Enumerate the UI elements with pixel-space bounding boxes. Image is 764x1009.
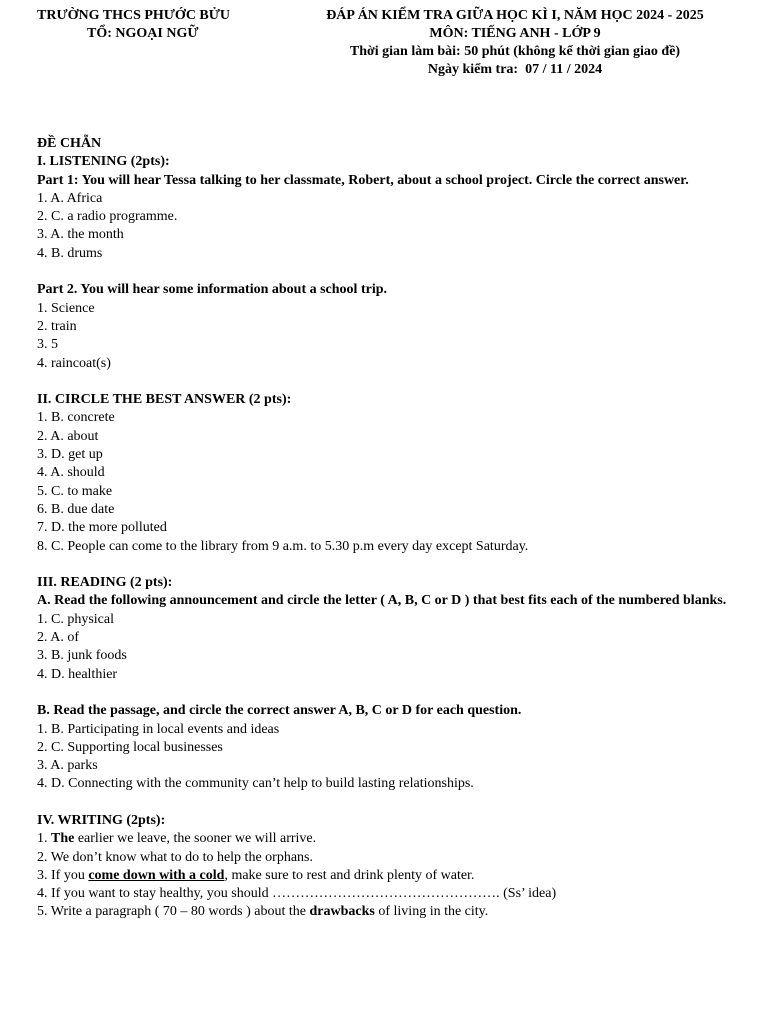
- exam-duration: Thời gian làm bài: 50 phút (không kể thời gian giao đề): [349, 44, 681, 59]
- listening-part2-answer: 2. train: [37, 318, 77, 334]
- circle-answer: 6. B. due date: [37, 501, 115, 517]
- exam-subject: MÔN: TIẾNG ANH - LỚP 9: [429, 26, 601, 41]
- listening-part1-instruction: Part 1: You will hear Tessa talking to her classmate, Robert, about a school project. Circle the correct answer.: [37, 172, 689, 188]
- listening-part2-instruction: Part 2. You will hear some information about a school trip.: [37, 282, 387, 298]
- circle-answer: 8. C. People can come to the library from 9 a.m. to 5.30 p.m every day except Saturday.: [37, 538, 529, 554]
- writing-answer-2: 2. We don’t know what to do to help the orphans.: [37, 849, 313, 865]
- reading-partB-instruction: B. Read the passage, and circle the correct answer A, B, C or D for each question.: [37, 703, 522, 719]
- writing-answer-5: [37, 903, 737, 921]
- listening-heading: I. LISTENING (2pts):: [37, 154, 170, 170]
- writing-q3-suffix: , make sure to rest and drink plenty of water.: [224, 867, 475, 883]
- reading-partB-answer: 3. A. parks: [37, 758, 98, 774]
- exam-header: [293, 7, 737, 79]
- exam-title: ĐÁP ÁN KIỂM TRA GIỮA HỌC KÌ I, NĂM HỌC 2024 - 2025: [326, 8, 704, 23]
- listening-part1-answer: 1. A. Africa: [37, 190, 103, 206]
- school-header: [37, 7, 267, 43]
- circle-answer: 3. D. get up: [37, 447, 103, 463]
- writing-q1-text: earlier we leave, the sooner we will arrive.: [74, 831, 317, 847]
- writing-q3-keyword: come down with a cold: [88, 867, 225, 883]
- exam-code: ĐỀ CHẴN: [37, 136, 102, 151]
- exam-date: [293, 61, 737, 79]
- spacer: [37, 263, 737, 281]
- exam-date-value: 07 / 11 / 2024: [525, 62, 603, 77]
- listening-part1-answer: 2. C. a radio programme.: [37, 209, 178, 225]
- department-name: TỔ: NGOẠI NGỮ: [87, 26, 199, 41]
- writing-answer-4: 4. If you want to stay healthy, you should …………………………………………. (Ss’ idea): [37, 886, 557, 902]
- reading-partA-answer: 3. B. junk foods: [37, 648, 127, 664]
- spacer: [37, 556, 737, 574]
- reading-partA-answer: 1. C. physical: [37, 611, 114, 627]
- writing-q3-prefix: 3. If you: [37, 867, 89, 883]
- listening-part2-answer: 1. Science: [37, 300, 95, 316]
- spacer: [37, 684, 737, 702]
- reading-partA-instruction: A. Read the following announcement and circle the letter ( A, B, C or D ) that best fits each of the numbered blanks.: [37, 593, 727, 609]
- reading-partA-answer: 4. D. healthier: [37, 666, 118, 682]
- spacer: [37, 794, 737, 812]
- circle-answer: 7. D. the more polluted: [37, 520, 167, 536]
- writing-q1-number: 1.: [37, 831, 51, 847]
- school-name: TRƯỜNG THCS PHƯỚC BỬU: [37, 8, 231, 23]
- circle-answer: 4. A. should: [37, 465, 105, 481]
- writing-q5-keyword: drawbacks: [309, 904, 375, 920]
- writing-q1-keyword: The: [51, 831, 75, 847]
- listening-part1-answer: 4. B. drums: [37, 245, 103, 261]
- circle-answer: 2. A. about: [37, 428, 99, 444]
- exam-date-label: Ngày kiểm tra:: [427, 62, 519, 77]
- circle-answer: 5. C. to make: [37, 483, 113, 499]
- reading-partA-answer: 2. A. of: [37, 630, 79, 646]
- spacer: [37, 373, 737, 391]
- listening-part2-answer: 4. raincoat(s): [37, 355, 111, 371]
- answer-key-body: [37, 135, 737, 922]
- writing-q5-prefix: 5. Write a paragraph ( 70 – 80 words ) about the: [37, 904, 310, 920]
- reading-partB-answer: 1. B. Participating in local events and ideas: [37, 721, 280, 737]
- listening-part2-answer: 3. 5: [37, 337, 58, 353]
- circle-heading: II. CIRCLE THE BEST ANSWER (2 pts):: [37, 392, 292, 408]
- writing-q5-suffix: of living in the city.: [374, 904, 489, 920]
- circle-answer: 1. B. concrete: [37, 410, 115, 426]
- reading-partB-answer: 4. D. Connecting with the community can’t help to build lasting relationships.: [37, 776, 474, 792]
- writing-answer-1: [37, 830, 737, 848]
- listening-part1-answer: 3. A. the month: [37, 227, 124, 243]
- reading-heading: III. READING (2 pts):: [37, 575, 173, 591]
- reading-partB-answer: 2. C. Supporting local businesses: [37, 739, 223, 755]
- writing-answer-3: [37, 867, 737, 885]
- writing-heading: IV. WRITING (2pts):: [37, 812, 166, 828]
